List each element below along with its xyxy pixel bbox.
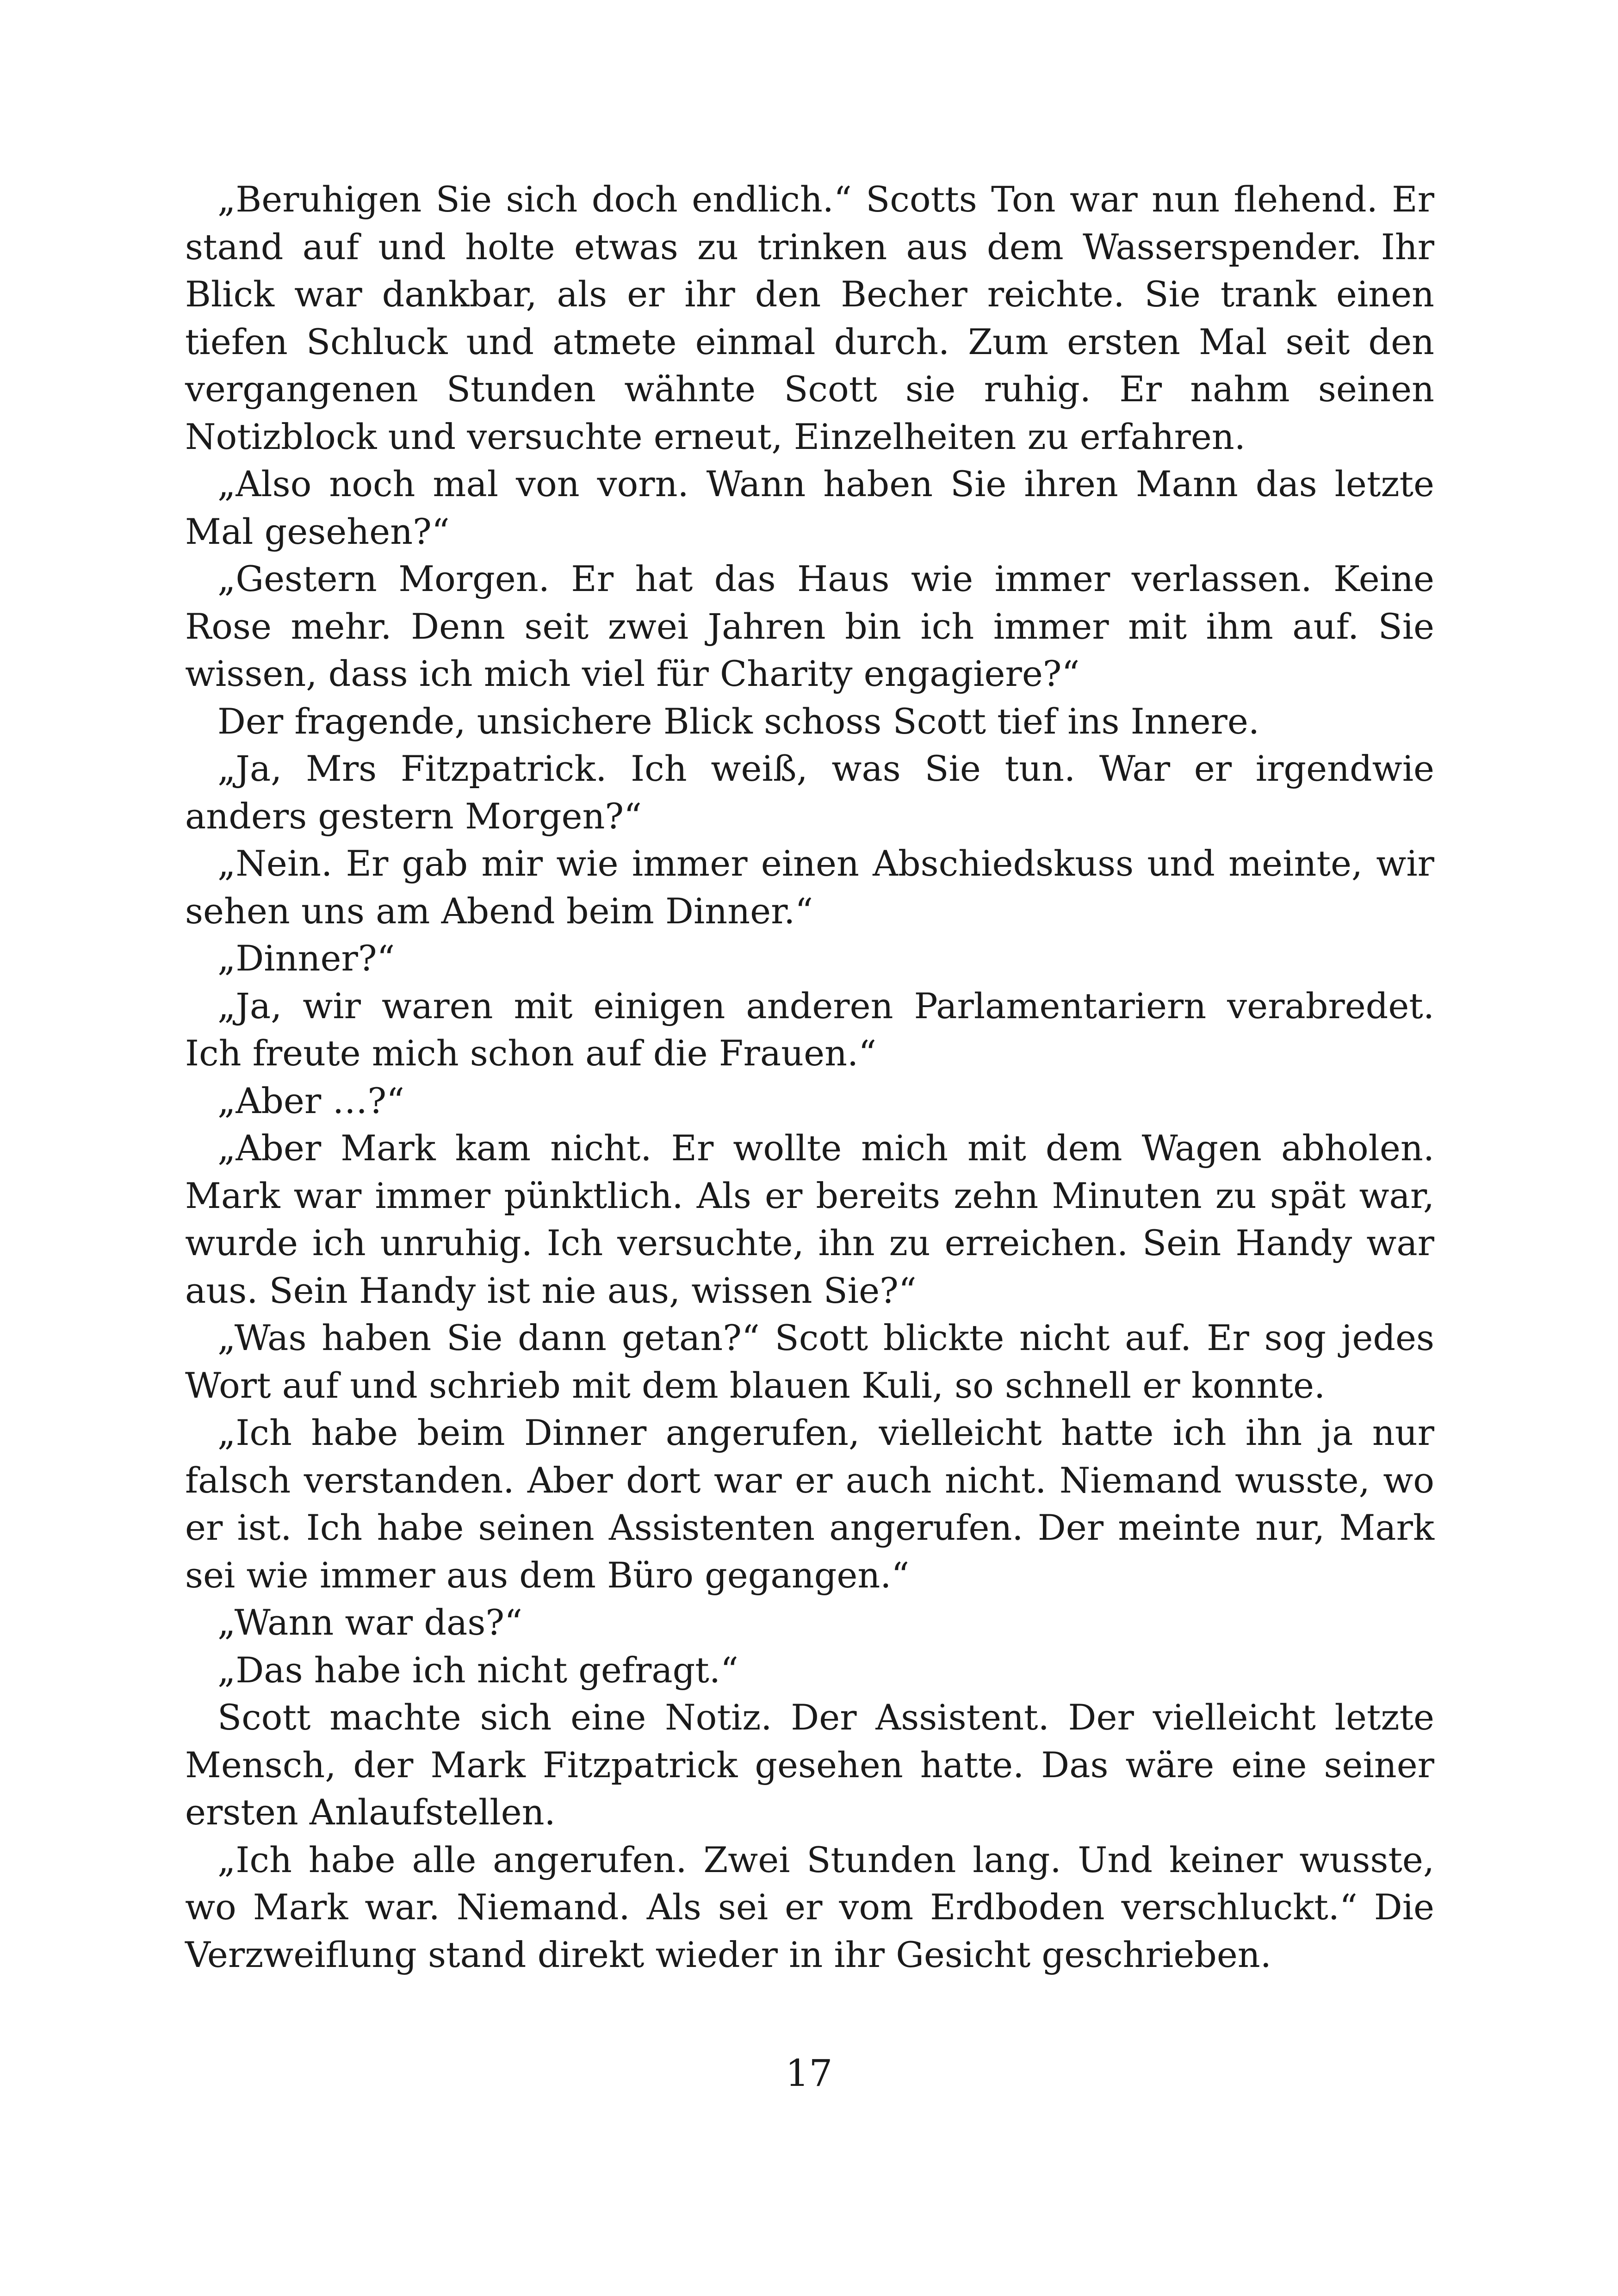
paragraph: „Das habe ich nicht gefragt.“ (217, 1649, 738, 1691)
paragraph: „Wann war das?“ (217, 1602, 522, 1643)
paragraph: „Beruhigen Sie sich doch endlich.“ Scotts Ton war nun flehend. Er stand auf und holte etwas zu trinken aus dem Wasserspender. Ihr Blick war dankbar, als er ihr den Becher reichte. Sie trank einen tiefen Schluck und atmete einmal durch. Zum ersten Mal seit den vergangenen Stunden wähnte Scott sie ruhig. Er nahm seinen Notizblock und versuchte erneut, Einzelheiten zu erfahren. (185, 179, 1434, 457)
paragraph: „Ja, Mrs Fitzpatrick. Ich weiß, was Sie tun. War er irgendwie anders gestern Morgen?“ (185, 748, 1434, 837)
paragraph: „Ich habe beim Dinner angerufen, vielleicht hatte ich ihn ja nur falsch verstanden. Aber dort war er auch nicht. Niemand wusste, wo er ist. Ich habe seinen Assistenten angerufen. Der meinte nur, Mark sei wie immer aus dem Büro gegangen.“ (185, 1412, 1434, 1596)
paragraph: Der fragende, unsichere Blick schoss Scott tief ins Innere. (217, 700, 1260, 742)
paragraph: Scott machte sich eine Notiz. Der Assistent. Der vielleicht letzte Mensch, der Mark Fitzpatrick gesehen hatte. Das wäre eine seiner ersten Anlaufstellen. (185, 1697, 1434, 1833)
paragraph: „Aber Mark kam nicht. Er wollte mich mit dem Wagen abholen. Mark war immer pünktlich. Als er bereits zehn Minuten zu spät war, wurde ich unruhig. Ich versuchte, ihn zu erreichen. Sein Handy war aus. Sein Handy ist nie aus, wissen Sie?“ (185, 1127, 1434, 1311)
paragraph: „Ich habe alle angerufen. Zwei Stunden lang. Und keiner wusste, wo Mark war. Niemand. Als sei er vom Erdboden verschluckt.“ Die Verzweiflung stand direkt wieder in ihr Gesicht geschrieben. (185, 1839, 1434, 1975)
paragraph: „Also noch mal von vorn. Wann haben Sie ihren Mann das letzte Mal gesehen?“ (185, 463, 1434, 552)
paragraph: „Nein. Er gab mir wie immer einen Abschiedskuss und meinte, wir sehen uns am Abend beim Dinner.“ (185, 843, 1434, 932)
paragraph: „Gestern Morgen. Er hat das Haus wie immer verlassen. Keine Rose mehr. Denn seit zwei Jahren bin ich immer mit ihm auf. Sie wissen, dass ich mich viel für Charity engagiere?“ (185, 558, 1434, 694)
body-text (185, 176, 1434, 1979)
paragraph: „Dinner?“ (217, 938, 395, 979)
paragraph: „Aber …?“ (217, 1080, 404, 1121)
page-number: 17 (785, 2052, 833, 2095)
paragraph: „Ja, wir waren mit einigen anderen Parlamentariern verabredet. Ich freute mich schon auf die Frauen.“ (185, 985, 1434, 1074)
paragraph: „Was haben Sie dann getan?“ Scott blickte nicht auf. Er sog jedes Wort auf und schrieb mit dem blauen Kuli, so schnell er konnte. (185, 1317, 1434, 1406)
